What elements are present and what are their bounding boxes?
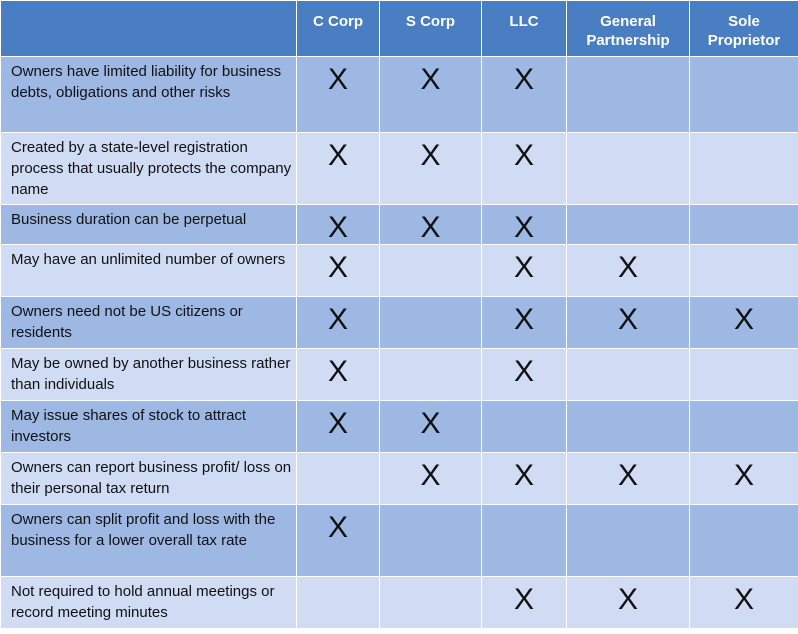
check-x-mark: X	[420, 211, 441, 244]
cell-general-partnership	[567, 133, 690, 205]
cell-sole-proprietor	[690, 577, 798, 629]
cell-llc	[482, 577, 567, 629]
row-label: Owners have limited liability for business debts, obligations and other risks	[1, 57, 297, 133]
check-x-mark: X	[617, 459, 638, 492]
cell-sole-proprietor	[690, 57, 798, 133]
table-row	[1, 349, 798, 401]
cell-general-partnership	[567, 205, 690, 245]
cell-s-corp	[380, 453, 482, 505]
cell-c-corp	[297, 133, 380, 205]
cell-s-corp	[380, 57, 482, 133]
header-corner	[1, 1, 297, 57]
check-x-mark: X	[513, 303, 534, 336]
table-row	[1, 297, 798, 349]
table-row	[1, 453, 798, 505]
check-x-mark: X	[513, 251, 534, 284]
row-label: Owners can split profit and loss with the business for a lower overall tax rate	[1, 505, 297, 577]
cell-c-corp	[297, 245, 380, 297]
check-x-mark: X	[327, 251, 348, 284]
cell-llc	[482, 349, 567, 401]
cell-c-corp	[297, 349, 380, 401]
check-x-mark: X	[420, 63, 441, 96]
check-x-mark: X	[617, 583, 638, 616]
row-label: May issue shares of stock to attract investors	[1, 401, 297, 453]
cell-c-corp	[297, 297, 380, 349]
cell-llc	[482, 505, 567, 577]
header-row	[1, 1, 798, 57]
cell-llc	[482, 245, 567, 297]
check-x-mark: X	[327, 511, 348, 544]
check-x-mark: X	[420, 139, 441, 172]
cell-sole-proprietor	[690, 505, 798, 577]
check-x-mark: X	[327, 63, 348, 96]
table-row	[1, 505, 798, 577]
check-x-mark: X	[513, 211, 534, 244]
table-row	[1, 577, 798, 629]
check-x-mark: X	[327, 355, 348, 388]
column-header-c-corp: C Corp	[297, 1, 380, 57]
check-x-mark: X	[327, 211, 348, 244]
table-row	[1, 133, 798, 205]
cell-llc	[482, 297, 567, 349]
cell-s-corp	[380, 505, 482, 577]
check-x-mark: X	[513, 583, 534, 616]
check-x-mark: X	[513, 139, 534, 172]
check-x-mark: X	[327, 407, 348, 440]
check-x-mark: X	[513, 459, 534, 492]
check-x-mark: X	[733, 303, 754, 336]
cell-sole-proprietor	[690, 401, 798, 453]
check-x-mark: X	[420, 407, 441, 440]
cell-c-corp	[297, 453, 380, 505]
cell-s-corp	[380, 577, 482, 629]
check-x-mark: X	[733, 583, 754, 616]
cell-sole-proprietor	[690, 205, 798, 245]
row-label: May have an unlimited number of owners	[1, 245, 297, 297]
cell-c-corp	[297, 57, 380, 133]
check-x-mark: X	[420, 459, 441, 492]
cell-general-partnership	[567, 453, 690, 505]
column-header-general-partnership: General Partnership	[567, 1, 690, 57]
cell-sole-proprietor	[690, 133, 798, 205]
table-row	[1, 401, 798, 453]
cell-llc	[482, 205, 567, 245]
cell-c-corp	[297, 401, 380, 453]
cell-sole-proprietor	[690, 453, 798, 505]
cell-general-partnership	[567, 57, 690, 133]
check-x-mark: X	[617, 303, 638, 336]
check-x-mark: X	[733, 459, 754, 492]
cell-s-corp	[380, 133, 482, 205]
cell-s-corp	[380, 349, 482, 401]
check-x-mark: X	[513, 63, 534, 96]
cell-sole-proprietor	[690, 245, 798, 297]
cell-llc	[482, 401, 567, 453]
table-row	[1, 57, 798, 133]
check-x-mark: X	[617, 251, 638, 284]
cell-c-corp	[297, 577, 380, 629]
row-label: Owners need not be US citizens or residents	[1, 297, 297, 349]
check-x-mark: X	[327, 139, 348, 172]
row-label: Not required to hold annual meetings or record meeting minutes	[1, 577, 297, 629]
column-header-s-corp: S Corp	[380, 1, 482, 57]
cell-general-partnership	[567, 505, 690, 577]
cell-c-corp	[297, 505, 380, 577]
row-label: May be owned by another business rather than individuals	[1, 349, 297, 401]
table-row	[1, 245, 798, 297]
check-x-mark: X	[327, 303, 348, 336]
cell-general-partnership	[567, 577, 690, 629]
table-row	[1, 205, 798, 245]
row-label: Business duration can be perpetual	[1, 205, 297, 245]
cell-sole-proprietor	[690, 349, 798, 401]
cell-s-corp	[380, 297, 482, 349]
cell-general-partnership	[567, 349, 690, 401]
cell-s-corp	[380, 205, 482, 245]
cell-general-partnership	[567, 245, 690, 297]
column-header-sole-proprietor: Sole Proprietor	[690, 1, 798, 57]
row-label: Created by a state-level registration process that usually protects the company name	[1, 133, 297, 205]
cell-general-partnership	[567, 297, 690, 349]
cell-llc	[482, 133, 567, 205]
cell-general-partnership	[567, 401, 690, 453]
cell-llc	[482, 453, 567, 505]
cell-llc	[482, 57, 567, 133]
cell-sole-proprietor	[690, 297, 798, 349]
cell-c-corp	[297, 205, 380, 245]
column-header-llc: LLC	[482, 1, 567, 57]
cell-s-corp	[380, 401, 482, 453]
cell-s-corp	[380, 245, 482, 297]
check-x-mark: X	[513, 355, 534, 388]
row-label: Owners can report business profit/ loss on their personal tax return	[1, 453, 297, 505]
